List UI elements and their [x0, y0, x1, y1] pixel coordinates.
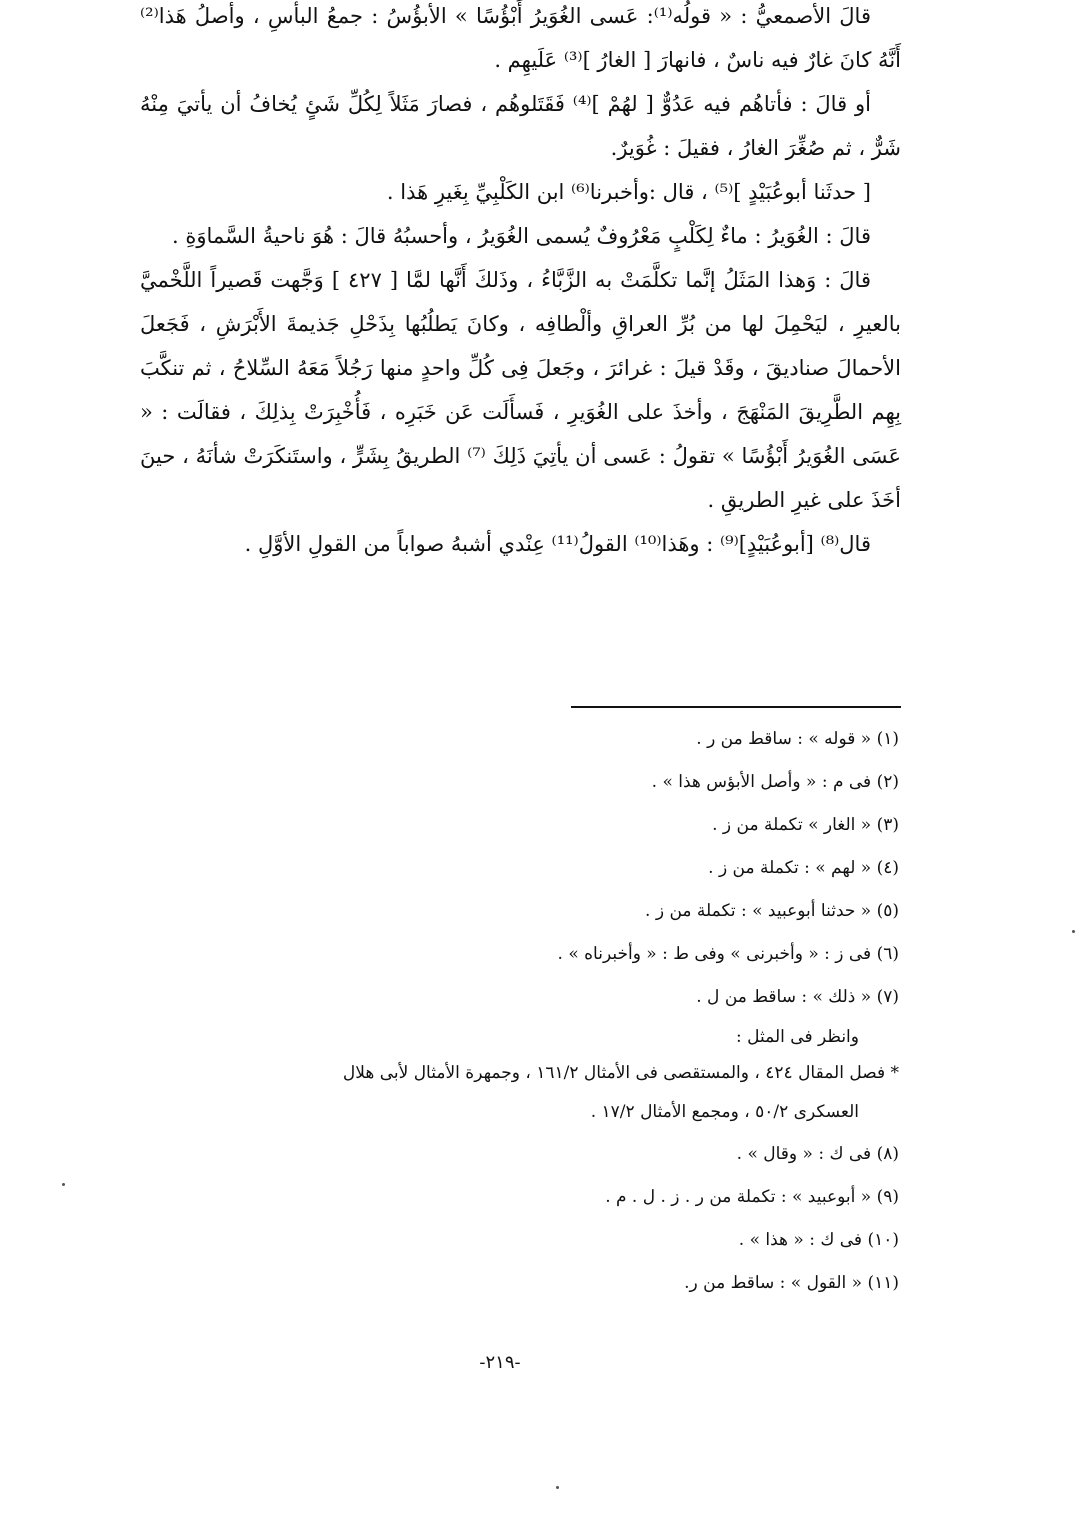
- footnote-10: (١٠) فى ك : « هذا » .: [738, 1230, 899, 1250]
- footnote-5: (٥) « حدثنا أبوعبيد » : تكملة من ز .: [645, 901, 899, 921]
- footnote-1: (١) « قوله » : ساقط من ر .: [696, 729, 899, 749]
- footnote-9: (٩) « أبوعبيد » : تكملة من ر . ز . ل . م .: [605, 1187, 899, 1207]
- main-text: [140, 0, 901, 566]
- paragraph-2: أو قالَ : فأتاهُم فيه عَدُوٌّ [ لهُمْ ]⁽⁴⁾ فَقَتَلوهُم ، فصارَ مَثَلاً لِكُلِّ شَئٍ يُخافُ أن يأتيَ مِنْهُ شَرٌّ ، ثم صُغِّرَ الغارُ ، فقيلَ : غُوَيرٌ.: [140, 92, 901, 160]
- see-also-heading: وانظر فى المثل :: [736, 1027, 859, 1047]
- footnote-7: (٧) « ذلك » : ساقط من ل .: [696, 987, 899, 1007]
- footnote-4: (٤) « لهم » : تكملة من ز .: [708, 858, 899, 878]
- scan-speck: [1072, 930, 1075, 933]
- footnote-3: (٣) « الغار » تكملة من ز .: [712, 815, 899, 835]
- footnote-11: (١١) « القول » : ساقط من ر.: [684, 1273, 899, 1293]
- footnote-2: (٢) فى م : « وأصل الأبؤس هذا » .: [651, 772, 899, 792]
- scan-speck: [556, 1486, 559, 1489]
- footnote-6: (٦) فى ز : « وأخبرنى » وفى ط : « وأخبرناه » .: [557, 944, 899, 964]
- footnote-separator: [571, 706, 901, 708]
- see-also-entry-cont: العسكرى ٥٠/٢ ، ومجمع الأمثال ١٧/٢ .: [590, 1102, 859, 1122]
- paragraph-6: قال⁽⁸⁾ [أبوعُبَيْدٍ]⁽⁹⁾ : وهَذا⁽¹⁰⁾ القولُ⁽¹¹⁾ عِنْدي أشبهُ صواباً من القولِ الأوَّلِ .: [244, 532, 871, 556]
- paragraph-5: قالَ : وَهذا المَثَلُ إنَّما تكلَّمَتْ به الزَّبَّاءُ ، وذَلكَ أَنَّها لمَّا [ ٤٢٧ ] وَجَّهت قَصيراً اللَّخْميَّ بالعيرِ ، ليَحْمِلَ لها من بُرِّ العراقِ وألْطافِه ، وكانَ يَطلُبُها بِذَحْلِ جَذيمةَ الأَبْرَشِ ، فَجَعلَ الأحمالَ صناديقَ ، وقَدْ قيلَ : غرائرَ ، وجَعلَ فِى كُلِّ واحدٍ منها رَجُلاً مَعَهُ السِّلاحُ ، ثم تنكَّبَ بِهِم الطَّرِيقَ المَنْهَجَ ، وأخذَ على الغُوَيرِ ، فَسأَلَت عَن خَبَرِه ، فَأُخْبِرَتْ بِذلِكَ ، فقالَت : « عَسَى الغُوَيرُ أَبْؤُسًا » تقولُ : عَسى أن يأتِيَ ذَلِكَ ⁽⁷⁾ الطريقُ بِشَرٍّ ، واستَنكَرَتْ شأنَهُ ، حينَ أخَذَ على غيرِ الطريقِ .: [140, 268, 901, 512]
- footnote-8: (٨) فى ك : « وقال » .: [736, 1144, 899, 1164]
- paragraph-3: [ حدثَنا أبوعُبَيْدٍ ]⁽⁵⁾ ، قال :وأخبرنا⁽⁶⁾ ابن الكَلْبِيِّ بِغَيرِ هَذا .: [386, 180, 871, 204]
- paragraph-1: قالَ الأصمعيُّ : « قولُه⁽¹⁾: عَسى الغُوَيرُ أَبْؤُسًا » الأبؤُسُ : جمعُ البأسِ ، وأصلُ هَذا⁽²⁾ أَنَّهُ كانَ غارٌ فيه ناسٌ ، فانهارَ [ الغارُ ]⁽³⁾ عَلَيهِم .: [140, 4, 901, 72]
- scan-speck: [62, 1183, 65, 1186]
- see-also-entry: * فصل المقال ٤٢٤ ، والمستقصى فى الأمثال ١٦١/٢ ، وجمهرة الأمثال لأبى هلال: [342, 1063, 899, 1083]
- paragraph-4: قالَ : الغُوَيرُ : ماءٌ لِكَلْبٍ مَعْرُوفٌ يُسمى الغُوَيرُ ، وأحسبُهُ قالَ : هُوَ ناحيةُ السَّماوَةِ .: [171, 224, 871, 248]
- footnotes: [130, 718, 899, 1305]
- page-number: -٢١٩-: [479, 1352, 521, 1373]
